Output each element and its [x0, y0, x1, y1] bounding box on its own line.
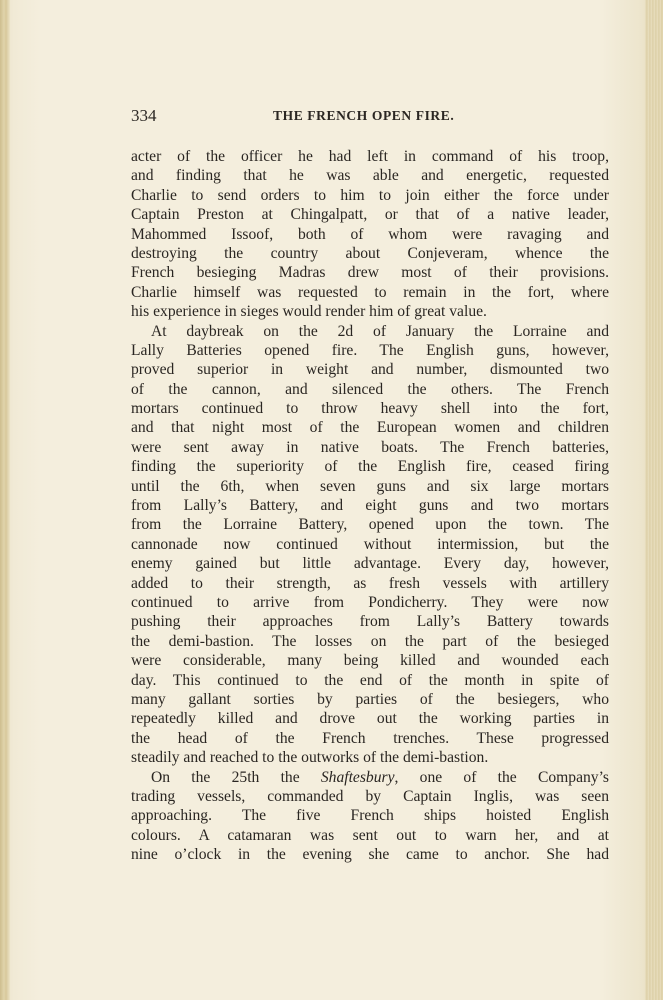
body-text: [131, 147, 609, 864]
page-number: 334: [131, 106, 157, 125]
text-line: repeatedly killed and drove out the working parties in: [131, 710, 609, 728]
text-line: Charlie to send orders to him to join either the force under: [131, 186, 609, 204]
text-line: mortars continued to throw heavy shell into the fort,: [131, 400, 609, 418]
text-line: nine o’clock in the evening she came to anchor. She had: [131, 846, 609, 864]
text-line: day. This continued to the end of the month in spite of: [131, 671, 609, 689]
text-line: many gallant sorties by parties of the besiegers, who: [131, 690, 609, 708]
text-line: [131, 768, 609, 787]
running-head: THE FRENCH OPEN FIRE.: [273, 108, 455, 123]
text-line: steadily and reached to the outworks of the demi-bastion.: [131, 749, 489, 767]
text-line: the demi-bastion. The losses on the part of the besieged: [131, 632, 609, 650]
text-line: were considerable, many being killed and wounded each: [131, 652, 609, 670]
text-line: enemy gained but little advantage. Every day, however,: [131, 555, 609, 573]
text-line: of the cannon, and silenced the others. The French: [131, 380, 609, 398]
text-line: and that night most of the European women and children: [131, 419, 609, 437]
text-line: until the 6th, when seven guns and six large mortars: [131, 477, 609, 495]
ship-name: Shaftesbury: [320, 768, 395, 786]
text-line: Mahommed Issoof, both of whom were ravaging and: [131, 225, 609, 243]
text-line: cannonade now continued without intermission, but the: [131, 535, 609, 553]
text-line: French besieging Madras drew most of their provisions.: [131, 264, 609, 282]
text-line: added to their strength, as fresh vessels with artillery: [131, 574, 609, 592]
text-line: proved superior in weight and number, dismounted two: [131, 361, 609, 379]
text-line: from the Lorraine Battery, opened upon the town. The: [131, 516, 609, 534]
text-line: At daybreak on the 2d of January the Lorraine and: [151, 322, 609, 340]
text-line: Lally Batteries opened fire. The English guns, however,: [131, 341, 609, 359]
text-line: colours. A catamaran was sent out to warn her, and at: [131, 826, 609, 844]
text-line: Charlie himself was requested to remain in the fort, where: [131, 283, 609, 301]
text-line: and finding that he was able and energetic, requested: [131, 167, 609, 185]
page-fore-edge: [645, 0, 663, 1000]
text-line: acter of the officer he had left in command of his troop,: [131, 148, 609, 165]
page-header: [131, 106, 609, 126]
text-line: were sent away in native boats. The French batteries,: [131, 438, 609, 456]
text-line: approaching. The five French ships hoisted English: [131, 807, 609, 825]
text-line: the head of the French trenches. These progressed: [131, 729, 609, 747]
text-line: from Lally’s Battery, and eight guns and two mortars: [131, 497, 609, 515]
text-line: his experience in sieges would render him of great value.: [131, 303, 487, 321]
text-fragment: , one of the Company’s: [394, 768, 609, 786]
text-line: trading vessels, commanded by Captain Inglis, was seen: [131, 787, 609, 805]
page-binding-edge: [0, 0, 10, 1000]
text-fragment: On the 25th the: [151, 768, 321, 786]
text-line: Captain Preston at Chingalpatt, or that of a native leader,: [131, 206, 609, 224]
text-line: destroying the country about Conjeveram, whence the: [131, 244, 609, 262]
text-line: continued to arrive from Pondicherry. They were now: [131, 593, 609, 611]
text-line: finding the superiority of the English fire, ceased firing: [131, 458, 609, 476]
text-line: pushing their approaches from Lally’s Battery towards: [131, 613, 609, 631]
